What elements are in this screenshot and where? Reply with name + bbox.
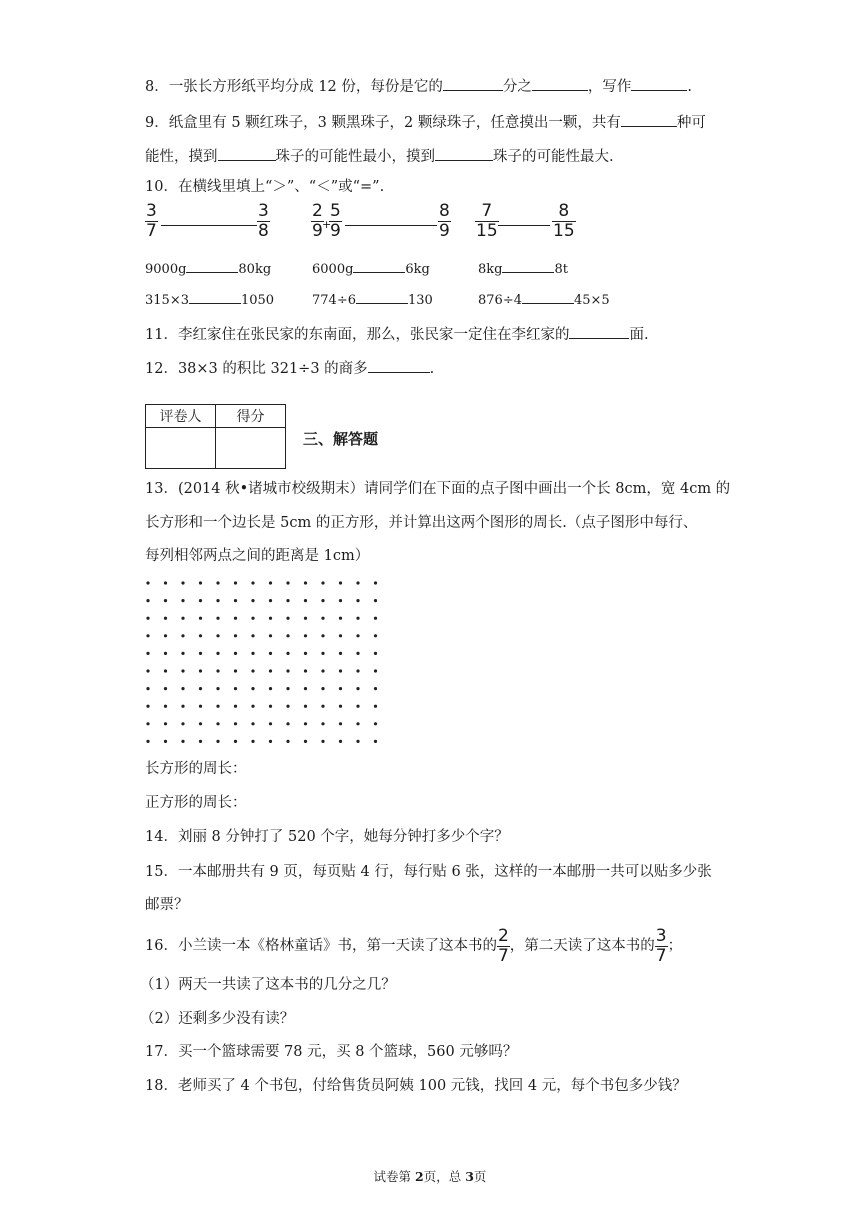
answer-blank[interactable] [356, 287, 408, 304]
grid-dot [199, 599, 202, 602]
comparison-right: 6kg [405, 262, 430, 277]
q10-calc-row [478, 287, 610, 312]
grid-dot [164, 634, 167, 637]
grid-dot [251, 740, 254, 743]
grid-dot [269, 599, 272, 602]
section-title: 三、解答题 [303, 430, 379, 448]
grid-dot [304, 705, 307, 708]
grid-dot [356, 722, 359, 725]
answer-blank[interactable] [186, 256, 238, 273]
q8-text: ，写作 [587, 79, 632, 95]
grid-dot [181, 617, 184, 620]
grid-dot [269, 634, 272, 637]
plus-sign: + [322, 218, 332, 231]
grid-dot [286, 687, 289, 690]
grid-dot [216, 652, 219, 655]
grid-dot [181, 634, 184, 637]
answer-blank[interactable] [502, 256, 554, 273]
grid-dot [234, 634, 237, 637]
grid-dot [199, 634, 202, 637]
grid-dot [146, 652, 149, 655]
q16-text: ； [667, 938, 683, 954]
answer-blank[interactable] [498, 225, 550, 226]
q10-calc-row [312, 287, 433, 312]
grid-dot [269, 705, 272, 708]
grid-dot [374, 599, 377, 602]
grid-dot [234, 652, 237, 655]
grid-dot [251, 669, 254, 672]
comparison-left: 876÷4 [478, 293, 522, 308]
q10-calc-row [145, 287, 274, 312]
grid-dot [339, 687, 342, 690]
grid-dot [374, 669, 377, 672]
fraction: $\frac{3}{7}$ [655, 925, 667, 966]
grid-dot [304, 599, 307, 602]
grid-dot [234, 687, 237, 690]
comparison-left: 9000g [145, 262, 187, 277]
grid-dot [304, 617, 307, 620]
question-16-sub-1: （1）两天一共读了这本书的几分之几？ [140, 977, 396, 993]
question-16 [145, 924, 682, 968]
grid-dot [181, 705, 184, 708]
grid-dot [304, 634, 307, 637]
grid-dot [269, 722, 272, 725]
q11-text: 11．李红家住在张民家的东南面，那么，张民家一定住在李红家的 [145, 327, 570, 343]
question-15-line-2: 邮票？ [145, 897, 189, 913]
grid-dot [269, 740, 272, 743]
grid-dot [234, 722, 237, 725]
grid-dot [374, 581, 377, 584]
grid-dot [286, 599, 289, 602]
grid-dot [164, 705, 167, 708]
grid-dot [286, 740, 289, 743]
q10-units-row [145, 256, 271, 281]
grid-dot [321, 669, 324, 672]
grid-dot [356, 740, 359, 743]
q9-text: 珠子的可能性最小，摸到 [275, 149, 435, 165]
grid-dot [321, 634, 324, 637]
grid-dot [339, 705, 342, 708]
comparison-right: 8t [554, 262, 568, 277]
grid-dot [269, 617, 272, 620]
dot-grid[interactable] [143, 578, 397, 748]
grid-dot [356, 617, 359, 620]
grid-dot [164, 652, 167, 655]
q8-text: 分之 [502, 79, 532, 95]
grid-dot [181, 652, 184, 655]
answer-blank[interactable] [161, 225, 257, 226]
grid-dot [269, 581, 272, 584]
grid-dot [234, 581, 237, 584]
grid-dot [321, 687, 324, 690]
grid-dot [251, 599, 254, 602]
grid-dot [339, 634, 342, 637]
grid-dot [146, 687, 149, 690]
grid-dot [146, 599, 149, 602]
grid-dot [164, 687, 167, 690]
comparison-right: 80kg [238, 262, 272, 277]
grid-dot [304, 652, 307, 655]
grid-dot [234, 705, 237, 708]
grid-dot [234, 740, 237, 743]
grid-dot [216, 634, 219, 637]
question-10-prompt: 10．在横线里填上“＞”、“＜”或“=”. [145, 179, 385, 195]
grid-dot [321, 599, 324, 602]
comparison-left: 6000g [312, 262, 354, 277]
answer-blank[interactable] [189, 287, 241, 304]
grid-dot [339, 617, 342, 620]
grid-dot [181, 669, 184, 672]
grid-dot [374, 722, 377, 725]
grid-dot [321, 652, 324, 655]
grid-dot [199, 740, 202, 743]
question-13-line-2: 长方形和一个边长是 5cm 的正方形，并计算出这两个图形的周长.（点子图形中每行、 [145, 515, 698, 531]
q11-text: 面. [629, 327, 649, 343]
grid-dot [146, 581, 149, 584]
grid-dot [374, 687, 377, 690]
comparison-right: 1050 [240, 293, 275, 308]
grid-dot [374, 634, 377, 637]
grid-dot [181, 599, 184, 602]
q10-units-row [478, 256, 568, 281]
grid-dot [356, 634, 359, 637]
question-13-line-1: 13．(2014 秋•诸城市校级期末）请同学们在下面的点子图中画出一个长 8cm，宽 4cm 的 [145, 481, 731, 497]
question-16-sub-2: （2）还剩多少没有读？ [140, 1011, 295, 1027]
grid-dot [356, 669, 359, 672]
grader-header: 评卷人 [146, 405, 216, 428]
answer-blank[interactable] [522, 287, 574, 304]
grader-cell[interactable] [146, 428, 216, 469]
grid-dot [146, 722, 149, 725]
grid-dot [199, 581, 202, 584]
grid-dot [199, 617, 202, 620]
grid-dot [251, 652, 254, 655]
grid-dot [216, 617, 219, 620]
answer-blank[interactable] [621, 110, 677, 127]
rect-perimeter-label: 长方形的周长： [145, 761, 247, 777]
answer-blank[interactable] [631, 74, 687, 91]
grid-dot [234, 617, 237, 620]
grid-dot [216, 687, 219, 690]
q12-text: . [429, 361, 435, 377]
grid-dot [164, 722, 167, 725]
grid-dot [146, 617, 149, 620]
q9-text: 能性，摸到 [145, 149, 218, 165]
grid-dot [286, 669, 289, 672]
comparison-left: 8kg [478, 262, 503, 277]
question-11 [145, 322, 649, 346]
answer-blank[interactable] [353, 256, 405, 273]
grid-dot [286, 652, 289, 655]
grid-dot [181, 581, 184, 584]
grid-dot [356, 687, 359, 690]
answer-blank[interactable] [218, 144, 276, 161]
fraction: $\frac{2}{9}$ [312, 201, 323, 241]
grid-dot [146, 669, 149, 672]
answer-blank[interactable] [435, 144, 493, 161]
grid-dot [269, 687, 272, 690]
grid-dot [356, 599, 359, 602]
comparison-right: 45×5 [573, 293, 610, 308]
grid-dot [199, 669, 202, 672]
grid-dot [251, 617, 254, 620]
page-footer: 试卷第 2页，总 3页 [373, 1169, 487, 1184]
grid-dot [356, 652, 359, 655]
grid-dot [304, 687, 307, 690]
question-9-line-2 [145, 144, 614, 168]
grid-dot [286, 581, 289, 584]
q10-units-row [312, 256, 430, 281]
score-cell[interactable] [216, 428, 286, 469]
grid-dot [164, 669, 167, 672]
grid-dot [199, 652, 202, 655]
grid-dot [356, 581, 359, 584]
score-table [145, 404, 286, 469]
grid-dot [339, 740, 342, 743]
grid-dot [164, 740, 167, 743]
question-9-line-1 [145, 110, 706, 134]
grid-dot [216, 722, 219, 725]
fraction: $\frac{8}{15}$ [553, 201, 575, 241]
grid-dot [374, 740, 377, 743]
grid-dot [321, 581, 324, 584]
grid-dot [286, 705, 289, 708]
fraction: $\frac{2}{7}$ [497, 925, 509, 966]
q9-text: 种可 [676, 115, 706, 131]
grid-dot [321, 705, 324, 708]
answer-blank[interactable] [569, 322, 629, 339]
square-perimeter-label: 正方形的周长： [145, 795, 247, 811]
fraction: $\frac{7}{15}$ [476, 201, 498, 241]
answer-blank[interactable] [345, 225, 437, 226]
grid-dot [216, 740, 219, 743]
score-header: 得分 [216, 405, 286, 428]
comparison-left: 315×3 [145, 293, 189, 308]
grid-dot [199, 687, 202, 690]
answer-blank[interactable] [532, 74, 588, 91]
grid-dot [304, 722, 307, 725]
q8-text: 8．一张长方形纸平均分成 12 份，每份是它的 [145, 79, 443, 95]
fraction: $\frac{8}{9}$ [439, 201, 450, 241]
grid-dot [374, 617, 377, 620]
question-12 [145, 356, 434, 380]
question-18: 18．老师买了 4 个书包，付给售货员阿姨 100 元钱，找回 4 元，每个书包多少钱？ [145, 1078, 687, 1094]
grid-dot [181, 687, 184, 690]
grid-dot [339, 599, 342, 602]
fraction: $\frac{3}{8}$ [258, 201, 269, 241]
grid-dot [304, 669, 307, 672]
grid-dot [321, 740, 324, 743]
grid-dot [181, 722, 184, 725]
grid-dot [251, 581, 254, 584]
grid-dot [321, 617, 324, 620]
q9-text: 9．纸盒里有 5 颗红珠子，3 颗黑珠子，2 颗绿珠子，任意摸出一颗，共有 [145, 115, 621, 131]
fraction: $\frac{5}{9}$ [330, 201, 341, 241]
grid-dot [216, 705, 219, 708]
grid-dot [356, 705, 359, 708]
question-15-line-1: 15．一本邮册共有 9 页，每页贴 4 行，每行贴 6 张，这样的一本邮册一共可以贴多少张 [145, 864, 712, 880]
page-number: 2 [415, 1169, 424, 1184]
q16-text: 16．小兰读一本《格林童话》书，第一天读了这本书的 [145, 938, 497, 954]
question-14: 14．刘丽 8 分钟打了 520 个字，她每分钟打多少个字？ [145, 829, 509, 845]
grid-dot [304, 740, 307, 743]
q12-text: 12．38×3 的积比 321÷3 的商多 [145, 361, 368, 377]
grid-dot [269, 669, 272, 672]
grid-dot [374, 705, 377, 708]
total-pages: 3 [465, 1169, 474, 1184]
question-13-line-3: 每列相邻两点之间的距离是 1cm） [145, 548, 370, 564]
fraction: $\frac{3}{7}$ [146, 201, 157, 241]
grid-dot [251, 687, 254, 690]
comparison-right: 130 [407, 293, 433, 308]
grid-dot [251, 634, 254, 637]
grid-dot [321, 722, 324, 725]
grid-dot [199, 722, 202, 725]
grid-dot [164, 617, 167, 620]
fraction-comparison-row [145, 202, 745, 248]
grid-dot [216, 669, 219, 672]
grid-dot [339, 581, 342, 584]
question-8 [145, 74, 692, 98]
grid-dot [146, 740, 149, 743]
grid-dot [251, 705, 254, 708]
grid-dot [146, 705, 149, 708]
grid-dot [286, 722, 289, 725]
grid-dot [164, 581, 167, 584]
answer-blank[interactable] [368, 356, 430, 373]
answer-blank[interactable] [443, 74, 503, 91]
grid-dot [181, 740, 184, 743]
grid-dot [216, 599, 219, 602]
question-17: 17．买一个篮球需要 78 元，买 8 个篮球，560 元够吗？ [145, 1044, 518, 1060]
grid-dot [234, 599, 237, 602]
grid-dot [339, 722, 342, 725]
grid-dot [234, 669, 237, 672]
q16-text: ，第二天读了这本书的 [509, 938, 655, 954]
grid-dot [146, 634, 149, 637]
grid-dot [286, 634, 289, 637]
grid-dot [269, 652, 272, 655]
grid-dot [199, 705, 202, 708]
grid-dot [216, 581, 219, 584]
grid-dot [251, 722, 254, 725]
comparison-left: 774÷6 [312, 293, 356, 308]
grid-dot [164, 599, 167, 602]
q8-text: . [687, 79, 693, 95]
grid-dot [339, 652, 342, 655]
grid-dot [304, 581, 307, 584]
grid-dot [286, 617, 289, 620]
grid-dot [339, 669, 342, 672]
q9-text: 珠子的可能性最大. [493, 149, 614, 165]
grid-dot [374, 652, 377, 655]
